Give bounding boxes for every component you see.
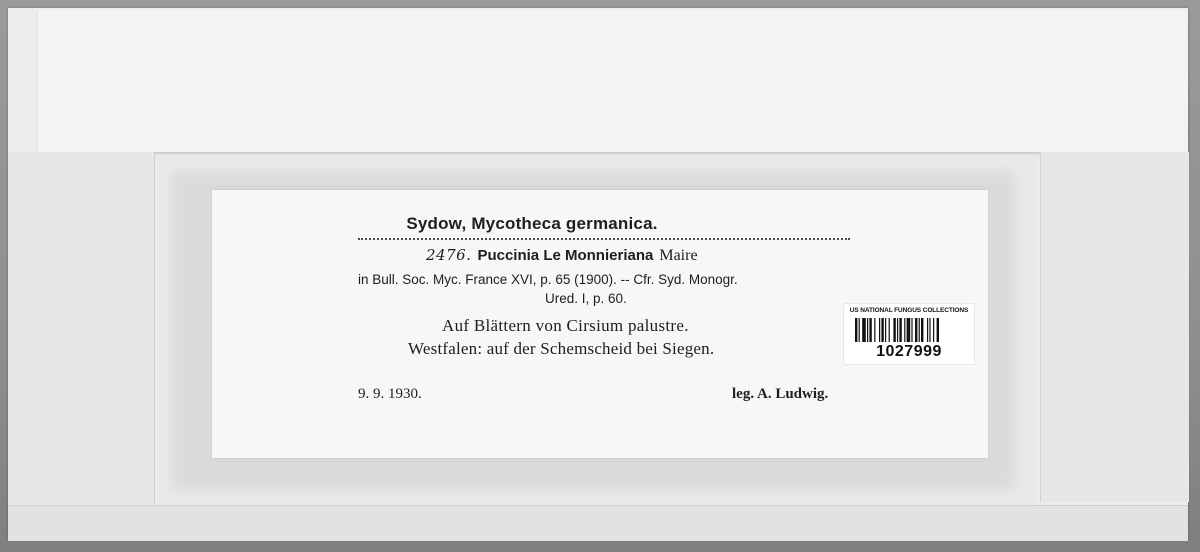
barcode-bar <box>933 318 934 342</box>
host-line: Auf Blättern von Cirsium palustre. <box>442 316 689 335</box>
packet-left-fold <box>8 152 155 507</box>
barcode-bar <box>921 318 923 342</box>
barcode-bar <box>862 318 866 342</box>
barcode-bar <box>874 318 875 342</box>
reference-line-2: Ured. I, p. 60. <box>545 291 627 306</box>
barcode-bar <box>915 318 917 342</box>
barcode-bar <box>879 318 880 342</box>
barcode-bar <box>893 318 895 342</box>
barcode-sticker <box>844 304 974 364</box>
barcode-bar <box>907 318 911 342</box>
reference-line-1: in Bull. Soc. Myc. France XVI, p. 65 (1900). -- Cfr. Syd. Monogr. <box>358 272 738 287</box>
barcode-bar <box>881 318 883 342</box>
exsiccata-number: 2476. <box>426 246 472 264</box>
barcode-bar <box>919 318 920 342</box>
collection-date: 9. 9. 1930. <box>358 386 422 402</box>
barcode-number: 1027999 <box>876 343 942 360</box>
header-rule <box>358 238 850 240</box>
species-line <box>426 246 698 265</box>
barcode-bar <box>897 318 898 342</box>
label-header: Sydow, Mycotheca germanica. <box>406 214 658 233</box>
barcode-bar <box>867 318 868 342</box>
species-name: Puccinia Le Monnieriana <box>477 247 654 264</box>
barcode-bar <box>885 318 886 342</box>
barcode-collection-name: US NATIONAL FUNGUS COLLECTIONS <box>849 307 969 314</box>
barcode-bar <box>904 318 905 342</box>
packet-right-fold <box>1040 152 1189 502</box>
barcode-bar <box>869 318 871 342</box>
barcode-bar <box>859 318 860 342</box>
barcode-bars <box>855 318 963 342</box>
packet-bottom-fold <box>8 505 1188 541</box>
barcode-bar <box>927 318 928 342</box>
packet-flap <box>38 10 1188 153</box>
barcode-bar <box>889 318 890 342</box>
locality-line: Westfalen: auf der Schemscheid bei Siegen. <box>408 339 715 358</box>
barcode-bar <box>899 318 901 342</box>
barcode-bar <box>929 318 930 342</box>
species-author: Maire <box>659 247 698 264</box>
collector-name: leg. A. Ludwig. <box>732 386 829 402</box>
barcode-bar <box>911 318 912 342</box>
barcode-bar <box>855 318 857 342</box>
barcode-bar <box>937 318 939 342</box>
